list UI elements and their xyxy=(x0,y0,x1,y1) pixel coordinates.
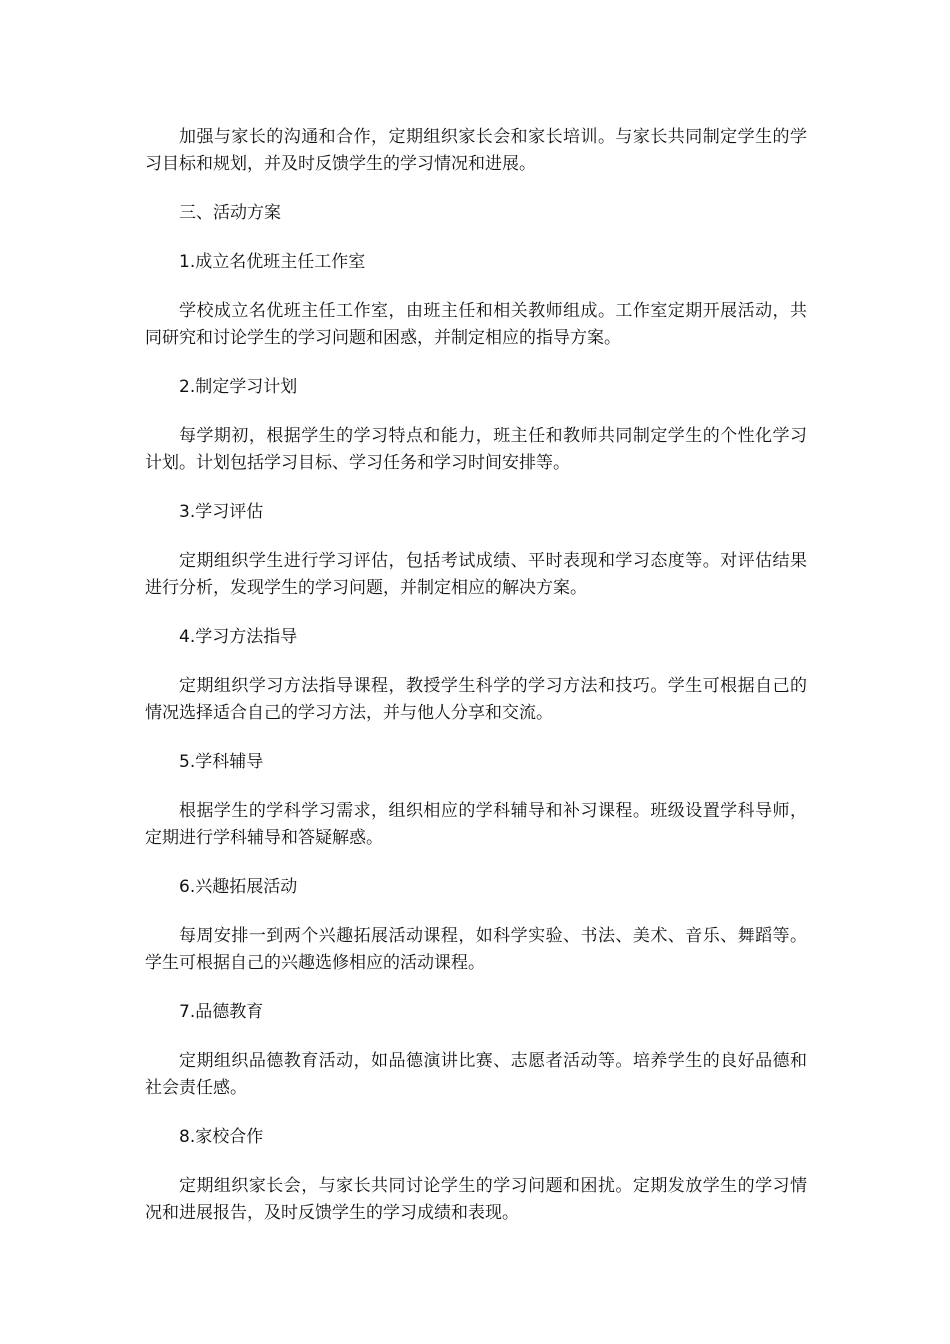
item-body-6: 每周安排一到两个兴趣拓展活动课程，如科学实验、书法、美术、音乐、舞蹈等。学生可根据自己的兴趣选修相应的活动课程。 xyxy=(145,926,807,973)
item-heading-5: 5.学科辅导 xyxy=(179,752,264,772)
item-body-2: 每学期初，根据学生的学习特点和能力，班主任和教师共同制定学生的个性化学习计划。计划包括学习目标、学习任务和学习时间安排等。 xyxy=(145,426,807,473)
item-body-5: 根据学生的学科学习需求，组织相应的学科辅导和补习课程。班级设置学科导师，定期进行学科辅导和答疑解惑。 xyxy=(145,801,807,848)
item-heading-3: 3.学习评估 xyxy=(179,502,264,522)
item-body-7: 定期组织品德教育活动，如品德演讲比赛、志愿者活动等。培养学生的良好品德和社会责任感。 xyxy=(145,1051,807,1098)
item-body-4: 定期组织学习方法指导课程，教授学生科学的学习方法和技巧。学生可根据自己的情况选择适合自己的学习方法，并与他人分享和交流。 xyxy=(145,676,807,723)
item-heading-7: 7.品德教育 xyxy=(179,1002,264,1022)
item-heading-4: 4.学习方法指导 xyxy=(179,627,298,647)
item-body-1: 学校成立名优班主任工作室，由班主任和相关教师组成。工作室定期开展活动，共同研究和讨论学生的学习问题和困惑，并制定相应的指导方案。 xyxy=(145,301,807,348)
item-heading-1: 1.成立名优班主任工作室 xyxy=(179,252,366,272)
item-heading-6: 6.兴趣拓展活动 xyxy=(179,877,298,897)
intro-paragraph: 加强与家长的沟通和合作，定期组织家长会和家长培训。与家长共同制定学生的学习目标和规划，并及时反馈学生的学习情况和进展。 xyxy=(145,127,807,174)
item-body-3: 定期组织学生进行学习评估，包括考试成绩、平时表现和学习态度等。对评估结果进行分析，发现学生的学习问题，并制定相应的解决方案。 xyxy=(145,551,807,598)
item-heading-2: 2.制定学习计划 xyxy=(179,377,298,397)
section-title: 三、活动方案 xyxy=(179,203,281,223)
document-body xyxy=(145,124,807,1249)
item-heading-8: 8.家校合作 xyxy=(179,1127,264,1147)
item-body-8: 定期组织家长会，与家长共同讨论学生的学习问题和困扰。定期发放学生的学习情况和进展报告，及时反馈学生的学习成绩和表现。 xyxy=(145,1176,807,1223)
